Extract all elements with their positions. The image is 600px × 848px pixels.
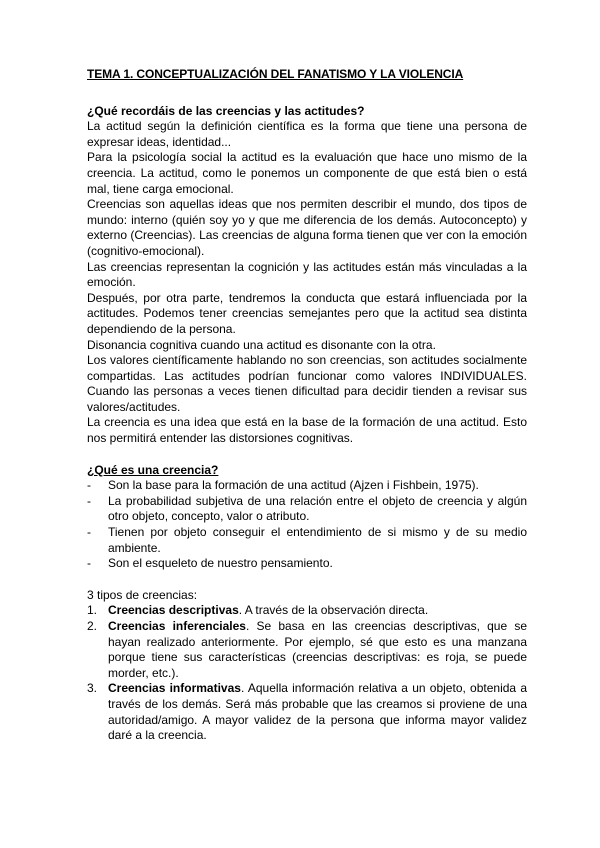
paragraph-3: Creencias son aquellas ideas que nos permiten describir el mundo, dos tipos de mundo: interno (quién soy yo y que me diferencia de los demás. Autoconcepto) y externo (Creencias). Las creencias de alguna forma tienen que ver con la emoción (cognitivo-emocional). [87,197,527,258]
paragraph-4: Las creencias representan la cognición y las actitudes están más vinculadas a la emoción. [87,259,527,290]
list-item [87,681,527,743]
paragraph-7: Los valores científicamente hablando no son creencias, son actitudes socialmente compartidas. Las actitudes podrían funcionar como valores INDIVIDUALES. Cuando las personas a veces tienen dificultad para decidir tienden a revisar sus valores/actitudes. [87,353,527,414]
list-item [87,619,527,681]
paragraph-2: Para la psicología social la actitud es la evaluación que hace uno mismo de la creencia. La actitud, como le ponemos un componente de que está bien o está mal, tiene carga emocional. [87,150,527,196]
dash-bullet: - [87,478,91,493]
list-item [87,494,527,525]
belief-definition-list [87,478,527,572]
list-item [87,603,527,619]
section2-heading: ¿Qué es una creencia? [87,462,219,477]
section1-heading: ¿Qué recordáis de las creencias y las actitudes? [87,103,365,118]
list-item [87,525,527,556]
term-description: . Aquella información relativa a un objeto, obtenida a través de los demás. Será más probable que las creamos si proviene de una autoridad/amigo. A mayor validez de la persona que informa mayor validez daré a la creencia. [108,681,528,743]
term: Creencias descriptivas [108,603,239,618]
list-item-text: La probabilidad subjetiva de una relación entre el objeto de creencia y algún otro objeto, concepto, valor o atributo. [108,493,527,524]
paragraph-8: La creencia es una idea que está en la base de la formación de una actitud. Esto nos permitirá entender las distorsiones cognitivas. [87,415,527,446]
list-number: 1. [87,603,98,618]
paragraph-6: Disonancia cognitiva cuando una actitud es disonante con la otra. [87,337,436,352]
spacer [87,572,527,588]
list-number: 2. [87,619,98,633]
list-item [87,478,527,494]
belief-types-list [87,603,527,743]
paragraph-1: La actitud según la definición científica es la forma que tiene una persona de expresar ideas, identidad... [87,119,527,149]
spacer [87,447,527,463]
term-description: . Se basa en las creencias descriptivas, que se hayan realizado anteriormente. Por ejemplo, sé que esto es una manzana porque tiene sus características (creencias descriptivas: es roja, se puede morder, etc.). [108,619,528,680]
paragraph-5: Después, por otra parte, tendremos la conducta que estará influenciada por la actitudes. Podemos tener creencias semejantes pero que la actitud sea distinta dependiendo de la persona. [87,290,527,336]
term: Creencias informativas [108,681,241,696]
dash-bullet: - [87,556,91,571]
term-description: . A través de la observación directa. [238,603,429,618]
dash-bullet: - [87,525,91,540]
list-item [87,556,527,572]
dash-bullet: - [87,493,91,508]
list-item-text: Son la base para la formación de una actitud (Ajzen i Fishbein, 1975). [108,478,479,493]
document-title: TEMA 1. CONCEPTUALIZACIÓN DEL FANATISMO Y LA VIOLENCIA [87,67,464,81]
section3-heading: 3 tipos de creencias: [87,587,198,602]
term: Creencias inferenciales [108,619,246,633]
list-item-text: Tienen por objeto conseguir el entendimiento de si mismo y de su medio ambiente. [108,525,527,555]
document-content [87,67,527,744]
list-number: 3. [87,681,98,696]
list-item-text: Son el esqueleto de nuestro pensamiento. [108,556,333,571]
